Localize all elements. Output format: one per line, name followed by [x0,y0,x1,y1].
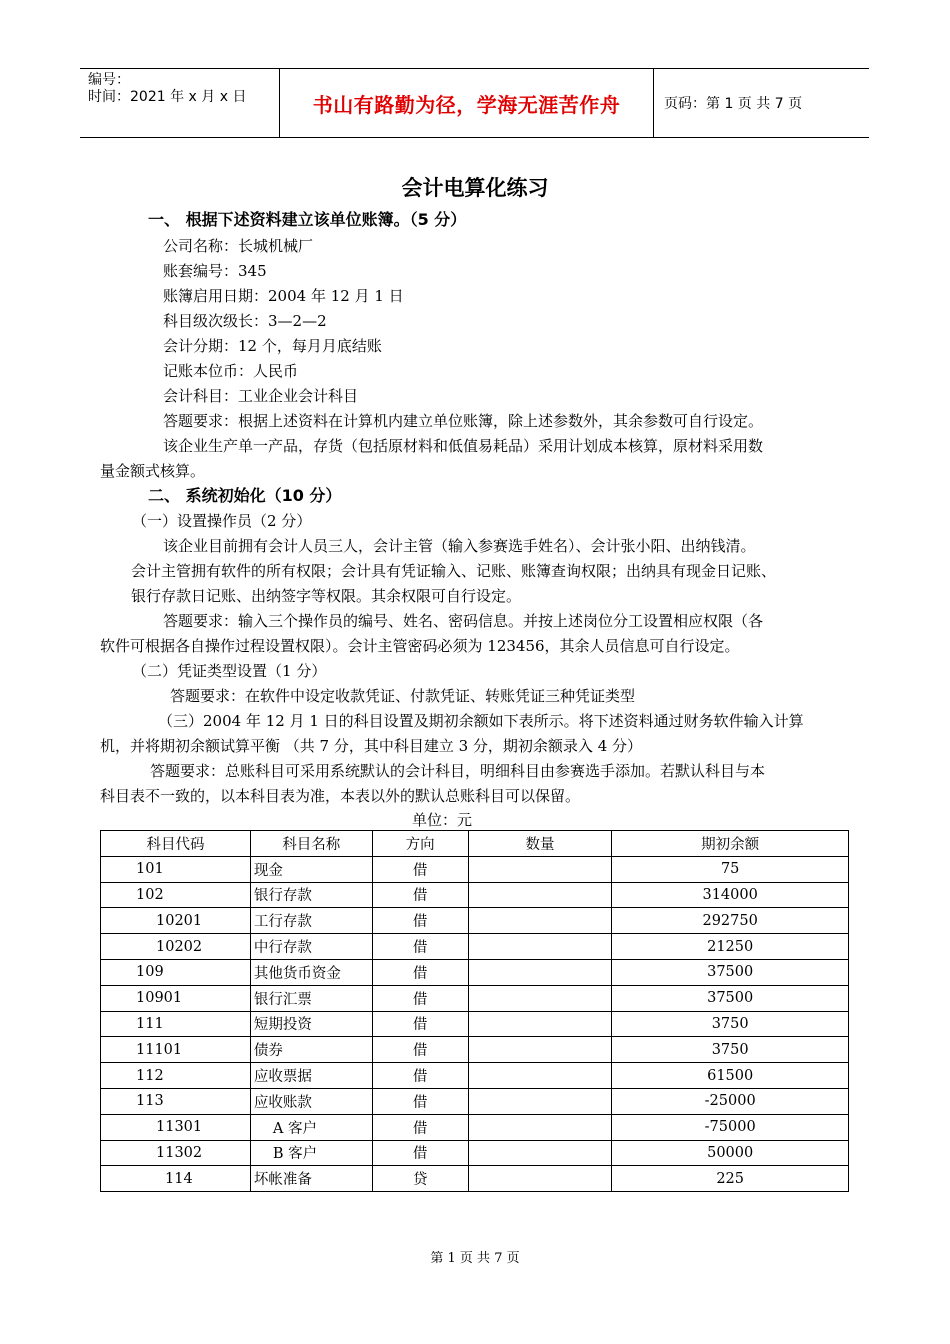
page-footer: 第 1 页 共 7 页 [430,1251,520,1266]
header-direction: 方向 [372,831,468,857]
row-quantity [468,1088,612,1114]
company-name-line: 公司名称：长城机械厂 [163,237,314,255]
row-amount: 292750 [612,908,849,934]
row-direction: 借 [372,1088,468,1114]
currency-line: 记账本位币：人民币 [163,362,299,380]
table-row [101,1011,849,1037]
requirement-line: 答题要求：根据上述资料在计算机内建立单位账簿，除上述参数外，其余参数可自行设定。 [163,412,764,430]
row-name: 现金 [250,856,372,882]
row-quantity [468,1037,612,1063]
row-amount: 21250 [612,934,849,960]
table-row [101,1037,849,1063]
row-quantity [468,985,612,1011]
account-set-number-line: 账套编号：345 [163,262,267,280]
row-code: 109 [101,959,251,985]
row-amount: 61500 [612,1063,849,1089]
header-code: 科目代码 [101,831,251,857]
unit-label: 单位：元 [412,811,473,829]
time-label: 时间：2021 年 x 月 x 日 [88,89,247,105]
operators-line-2: 会计主管拥有软件的所有权限；会计具有凭证输入、记账、账簿查询权限；出纳具有现金日记账、 [131,562,777,580]
subsection-3-line-1: （三）2004 年 12 月 1 日的科目设置及期初余额如下表所示。将下述资料通过财务软件输入计算 [158,712,804,730]
opening-balance-table [100,830,849,1192]
row-quantity [468,959,612,985]
row-name: 工行存款 [250,908,372,934]
row-amount: 3750 [612,1037,849,1063]
row-direction: 借 [372,1114,468,1140]
operators-requirement-2: 软件可根据各自操作过程设置权限）。会计主管密码必须为 123456，其余人员信息可自行设定。 [100,637,740,655]
header-opening-balance: 期初余额 [612,831,849,857]
table-row [101,959,849,985]
row-direction: 借 [372,959,468,985]
table-row [101,856,849,882]
row-amount: 3750 [612,1011,849,1037]
row-direction: 借 [372,934,468,960]
row-code: 11302 [101,1140,251,1166]
row-name: 债券 [250,1037,372,1063]
operators-line-1: 该企业目前拥有会计人员三人，会计主管（输入参赛选手姓名）、会计张小阳、出纳钱清。 [163,537,756,555]
row-amount: 50000 [612,1140,849,1166]
operators-requirement-1: 答题要求：输入三个操作员的编号、姓名、密码信息。并按上述岗位分工设置相应权限（各 [163,612,764,630]
row-code: 11301 [101,1114,251,1140]
row-quantity [468,908,612,934]
row-quantity [468,856,612,882]
subsection-3-line-2: 机，并将期初余额试算平衡 （共 7 分，其中科目建立 3 分，期初余额录入 4 分） [100,737,643,755]
header-meta [80,69,280,137]
subsection-1-title: （一）设置操作员（2 分） [132,512,312,530]
accounting-periods-line: 会计分期：12 个，每月月底结账 [163,337,382,355]
row-code: 10202 [101,934,251,960]
table-row [101,1088,849,1114]
section-2-heading: 二、 系统初始化（10 分） [148,486,342,505]
inventory-line-2: 量金额式核算。 [100,462,206,480]
table-row [101,985,849,1011]
row-quantity [468,1011,612,1037]
start-date-line: 账簿启用日期：2004 年 12 月 1 日 [163,287,404,305]
row-amount: 314000 [612,882,849,908]
header-name: 科目名称 [250,831,372,857]
row-name: 坏帐准备 [250,1166,372,1192]
row-direction: 借 [372,1140,468,1166]
row-name: 其他货币资金 [250,959,372,985]
row-code: 111 [101,1011,251,1037]
page-header [80,68,869,138]
header-page-label: 页码：第 1 页 共 7 页 [664,96,803,112]
row-code: 113 [101,1088,251,1114]
row-direction: 借 [372,882,468,908]
row-name: 应收账款 [250,1088,372,1114]
row-amount: 37500 [612,985,849,1011]
row-direction: 借 [372,1037,468,1063]
row-direction: 借 [372,985,468,1011]
subject-levels-line: 科目级次级长：3—2—2 [163,312,327,330]
table-row [101,1166,849,1192]
row-amount: -75000 [612,1114,849,1140]
row-code: 11101 [101,1037,251,1063]
row-code: 10201 [101,908,251,934]
document-title: 会计电算化练习 [401,176,549,200]
table-header-row [101,831,849,857]
voucher-requirement: 答题要求：在软件中设定收款凭证、付款凭证、转账凭证三种凭证类型 [170,687,636,705]
subjects-line: 会计科目：工业企业会计科目 [163,387,359,405]
row-name: B 客户 [250,1140,372,1166]
row-quantity [468,1140,612,1166]
row-quantity [468,1114,612,1140]
row-name: 中行存款 [250,934,372,960]
row-quantity [468,1166,612,1192]
row-direction: 借 [372,1011,468,1037]
row-amount: 75 [612,856,849,882]
row-amount: -25000 [612,1088,849,1114]
row-direction: 借 [372,1063,468,1089]
row-quantity [468,882,612,908]
row-name: 银行存款 [250,882,372,908]
row-name: 应收票据 [250,1063,372,1089]
row-direction: 贷 [372,1166,468,1192]
row-name: 短期投资 [250,1011,372,1037]
section-1-heading: 一、 根据下述资料建立该单位账簿。（5 分） [148,210,467,229]
subsection-2-title: （二）凭证类型设置（1 分） [132,662,327,680]
row-code: 101 [101,856,251,882]
header-quantity: 数量 [468,831,612,857]
row-direction: 借 [372,856,468,882]
row-name: 银行汇票 [250,985,372,1011]
row-code: 10901 [101,985,251,1011]
number-label: 编号： [88,72,130,88]
subsection-3-line-4: 科目表不一致的，以本科目表为准，本表以外的默认总账科目可以保留。 [100,787,581,805]
row-amount: 225 [612,1166,849,1192]
row-name: A 客户 [250,1114,372,1140]
table-row [101,1063,849,1089]
row-quantity [468,934,612,960]
row-direction: 借 [372,908,468,934]
table-row [101,1140,849,1166]
table-row [101,908,849,934]
table-row [101,934,849,960]
inventory-line-1: 该企业生产单一产品，存货（包括原材料和低值易耗品）采用计划成本核算，原材料采用数 [163,437,764,455]
table-row [101,882,849,908]
subsection-3-line-3: 答题要求：总账科目可采用系统默认的会计科目，明细科目由参赛选手添加。若默认科目与本 [150,762,766,780]
row-code: 112 [101,1063,251,1089]
row-code: 114 [101,1166,251,1192]
header-motto: 书山有路勤为径，学海无涯苦作舟 [280,69,654,137]
table-row [101,1114,849,1140]
row-amount: 37500 [612,959,849,985]
row-quantity [468,1063,612,1089]
operators-line-3: 银行存款日记账、出纳签字等权限。其余权限可自行设定。 [131,587,522,605]
row-code: 102 [101,882,251,908]
